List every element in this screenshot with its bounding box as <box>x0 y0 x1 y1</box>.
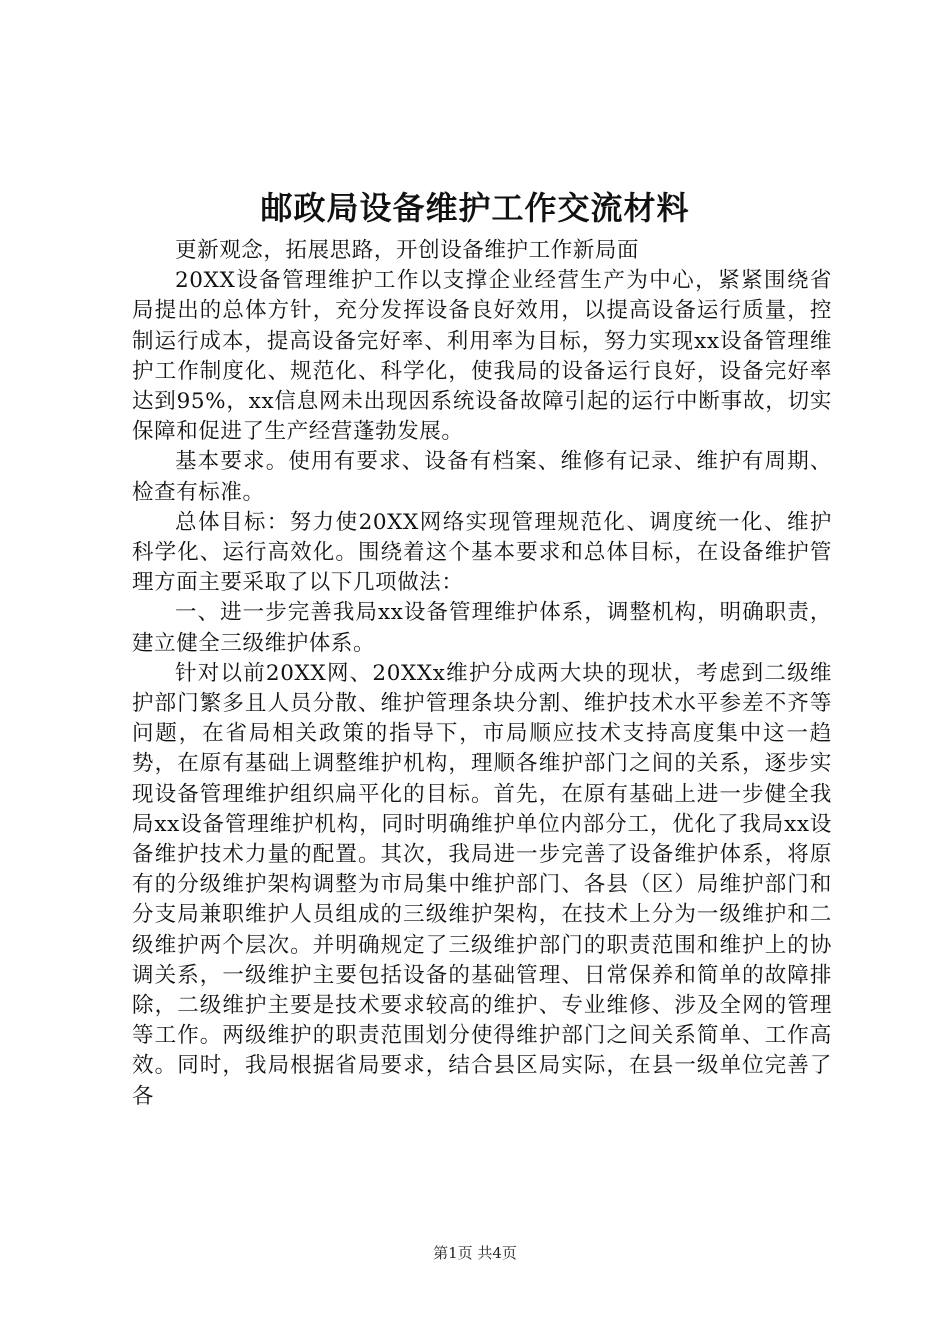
paragraph-overview: 20XX设备管理维护工作以支撑企业经营生产为中心，紧紧围绕省局提出的总体方针，充分发挥设备良好效用，以提高设备运行质量，控制运行成本，提高设备完好率、利用率为目标，努力实现xx设备管理维护工作制度化、规范化、科学化，使我局的设备运行良好，设备完好率达到95%，xx信息网未出现因系统设备故障引起的运行中断事故，切实保障和促进了生产经营蓬勃发展。 <box>132 268 832 445</box>
paragraph-basic-requirements: 基本要求。使用有要求、设备有档案、维修有记录、维护有周期、检查有标准。 <box>132 449 832 505</box>
paragraph-section-one-heading: 一、进一步完善我局xx设备管理维护体系，调整机构，明确职责，建立健全三级维护体系。 <box>132 600 832 656</box>
paragraph-subtitle: 更新观念，拓展思路，开创设备维护工作新局面 <box>175 238 640 263</box>
paragraph-overall-goal: 总体目标：努力使20XX网络实现管理规范化、调度统一化、维护科学化、运行高效化。围绕着这个基本要求和总体目标，在设备维护管理方面主要采取了以下几项做法： <box>132 509 832 596</box>
document-title: 邮政局设备维护工作交流材料 <box>260 189 690 227</box>
document-body <box>132 236 832 1112</box>
paragraph-section-one-body: 针对以前20XX网、20XXx维护分成两大块的现状，考虑到二级维护部门繁多且人员分散、维护管理条块分割、维护技术水平参差不齐等问题，在省局相关政策的指导下，市局顺应技术支持高度集中这一趋势，在原有基础上调整维护机构，理顺各维护部门之间的关系，逐步实现设备管理维护组织扁平化的目标。首先，在原有基础上进一步健全我局xx设备管理维护机构，同时明确维护单位内部分工，优化了我局xx设备维护技术力量的配置。其次，我局进一步完善了设备维护体系，将原有的分级维护架构调整为市局集中维护部门、各县（区）局维护部门和分支局兼职维护人员组成的三级维护架构，在技术上分为一级维护和二级维护两个层次。并明确规定了三级维护部门的职责范围和维护上的协调关系，一级维护主要包括设备的基础管理、日常保养和简单的故障排除，二级维护主要是技术要求较高的维护、专业维修、涉及全网的管理等工作。两级维护的职责范围划分使得维护部门之间关系简单、工作高效。同时，我局根据省局要求，结合县区局实际，在县一级单位完善了各 <box>132 660 832 1109</box>
page-footer: 第1页 共4页 <box>433 1244 517 1262</box>
